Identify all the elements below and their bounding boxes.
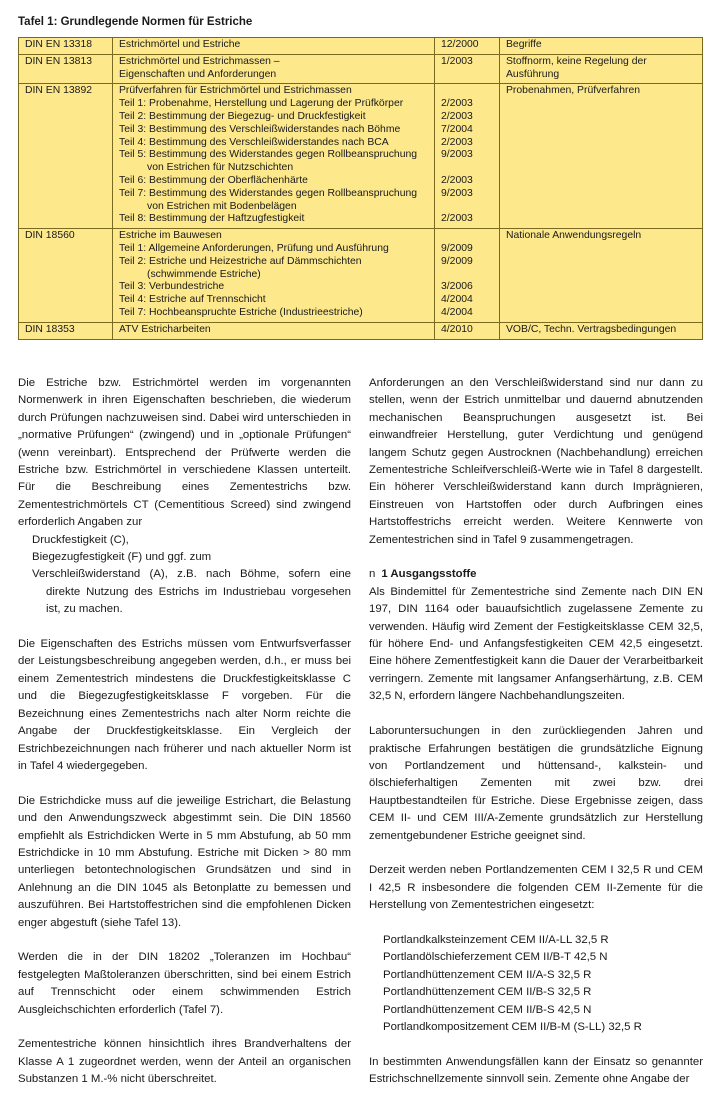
norm-cell: DIN 18353 <box>19 322 113 339</box>
title-line: Teil 3: Bestimmung des Verschleißwiderstandes nach Böhme <box>119 123 401 135</box>
list-item: Portlandhüttenzement CEM II/B-S 32,5 R <box>383 986 592 999</box>
cement-list <box>383 932 703 1036</box>
title-line: Teil 4: Estriche auf Trennschicht <box>119 294 266 306</box>
note-cell: Probenahmen, Prüfverfahren <box>500 84 703 229</box>
title-line: Teil 1: Probenahme, Herstellung und Lagerung der Prüfkörper <box>119 98 404 110</box>
title-cell <box>113 322 435 339</box>
section-marker: n <box>369 568 376 581</box>
date-cell <box>435 54 500 84</box>
table-row <box>19 54 703 84</box>
table-row <box>19 38 703 55</box>
left-column <box>18 375 351 1106</box>
title-line: Teil 3: Verbundestriche <box>119 281 225 293</box>
date-line: 3/2006 <box>441 281 473 293</box>
title-line: Teil 1: Allgemeine Anforderungen, Prüfung und Ausführung <box>119 242 389 254</box>
date-line: 2/2003 <box>441 110 473 122</box>
title-line: Teil 6: Bestimmung der Oberflächenhärte <box>119 174 308 186</box>
title-line: Teil 7: Bestimmung des Widerstandes gegen Rollbeanspruchung <box>119 187 418 199</box>
paragraph: Die Estrichdicke muss auf die jeweilige Estrichart, die Belastung und den Anwendungszweck abgestimmt sein. Die DIN 18560 empfiehlt als Estrichdicken Werte in 5 mm Abstufung, ab 50 mm Estrichdicke in 10 mm Abstufung. Estriche mit Dicken > 80 mm unterliegen betontechnologischen Grundsätzen und sind in Anlehnung an die DIN 1045 als Betonplatte zu bemessen und auszuführen. Bei Hartstoffestrichen sind die empfohlenen Dicken enger abgestuft (siehe Tafel 13). <box>18 794 351 929</box>
date-line <box>441 201 494 214</box>
table-row <box>19 229 703 323</box>
table-row <box>19 84 703 229</box>
norm-cell: DIN EN 13318 <box>19 38 113 55</box>
date-cell <box>435 84 500 229</box>
right-column <box>369 375 703 1089</box>
date-line: 2/2003 <box>441 136 473 148</box>
title-line: von Estrichen für Nutzschichten <box>147 162 294 174</box>
date-cell <box>435 38 500 55</box>
date-line: 9/2009 <box>441 255 473 267</box>
date-line: 9/2003 <box>441 149 473 161</box>
list-item: Biegezugfestigkeit (F) und ggf. zum <box>32 551 212 564</box>
date-line <box>441 230 494 243</box>
note-cell: Nationale Anwendungsregeln <box>500 229 703 323</box>
note-cell: VOB/C, Techn. Vertragsbedingungen <box>500 322 703 339</box>
section-heading <box>369 566 703 583</box>
paragraph: Die Estriche bzw. Estrichmörtel werden im vorgenannten Normenwerk in ihren Eigenschaften beschrieben, die wiederum durch Prüfungen nachzuweisen sind. Dabei wird unterschieden in „normative Prüfungen“ (zwingend) und in „optionale Prüfungen“ (wenn vereinbart). Entsprechend der Prüfwerte werden die Estriche bzw. Estrichmörtel in verschiedene Klassen unterteilt. Für die Beschreibung eines Zementestrichs bzw. Zementestrichmörtels CT (Cementitious Screed) sind zwingend erforderlich Angaben zur <box>18 377 351 529</box>
paragraph: Laboruntersuchungen in den zurückliegenden Jahren und praktische Erfahrungen bestätigen die grundsätzliche Eignung von Portlandzement und hüttensand-, kalkstein- und ölschieferhaltigen Zementen mit zwei bzw. drei Hauptbestandteilen für Estriche. Diese Ergebnisse zeigen, dass CEM II- und CEM III/A-Zemente grundsätzlich zur Herstellung zementgebundener Estriche geeignet sind. <box>369 725 703 842</box>
title-line: Teil 7: Hochbeanspruchte Estriche (Industrieestriche) <box>119 306 363 318</box>
title-line: Teil 8: Bestimmung der Haftzugfestigkeit <box>119 213 305 225</box>
date-line: 2/2003 <box>441 174 473 186</box>
date-line: 7/2004 <box>441 123 473 135</box>
paragraph: Anforderungen an den Verschleißwiderstand sind nur dann zu stellen, wenn der Estrich unmittelbar und dauernd abnutzenden mechanischen Beanspruchungen ausgesetzt ist. Bei einwandfreier Herstellung, guter Verdichtung und genügend langem Schutz gegen Austrocknen (Nachbehandlung) erreichen Zementestriche Schleifverschleiß-Werte wie in Tafel 8 dargestellt. Ein höherer Verschleißwiderstand kann durch Imprägnieren, Einstreuen von Hartstoffen oder durch Aufbringen eines Hartstoffestrichs erreicht werden. Weitere Kennwerte von Zementestrichen sind in Tafel 9 zusammengetragen. <box>369 377 703 546</box>
list-item: Portlandhüttenzement CEM II/B-S 42,5 N <box>383 1003 592 1016</box>
title-line: ATV Estricharbeiten <box>119 323 211 335</box>
paragraph: Werden die in der DIN 18202 „Toleranzen im Hochbau“ festgelegten Maßtoleranzen überschritten, sind bei einem Estrich auf Trennschicht oder einem schwimmenden Estrich Ausgleichschichten erforderlich (Tafel 7). <box>18 951 351 1016</box>
list-item: Portlandhüttenzement CEM II/A-S 32,5 R <box>383 968 592 981</box>
paragraph: Als Bindemittel für Zementestriche sind Zemente nach DIN EN 197, DIN 1164 oder bauaufsichtlich zugelassene Zemente zu verwenden. Häufig wird Zement der Festigkeitsklasse CEM 32,5, für höhere End- und Anfangsfestigkeiten CEM 42,5 eingesetzt. Eine höhere Zementfestigkeit kann die Dauer der Verarbeitbarkeit verringern. Zemente mit langsamer Anfangserhärtung, z.B. CEM 32,5 N, erfordern längere Nachbehandlungszeiten. <box>369 585 703 703</box>
title-line: Teil 4: Bestimmung des Verschleißwiderstandes nach BCA <box>119 136 389 148</box>
date-line: 1/2003 <box>441 55 473 67</box>
title-line: Teil 2: Estriche und Heizestriche auf Dämmschichten <box>119 255 362 267</box>
list-item: Verschleißwiderstand (A), z.B. nach Böhme, sofern eine direkte Nutzung des Estrichs im Industriebau vorgesehen ist, zu machen. <box>32 568 351 616</box>
title-line: Teil 5: Bestimmung des Widerstandes gegen Rollbeanspruchung <box>119 149 418 161</box>
date-line: 4/2004 <box>441 306 473 318</box>
paragraph: Die Eigenschaften des Estrichs müssen vom Entwurfsverfasser der Leistungsbeschreibung angegeben werden, d.h., er muss bei einem Zementestrich mindestens die Druckfestigkeitsklasse C und die Biegezugfestigkeitsklasse F vorgeben. Für die Bezeichnung eines Zementestrichs nach alter Norm reichte die Angabe der Druckfestigkeitsklasse. Ein Vergleich der Estrichbezeichnungen nach früherer und nach aktueller Norm ist in Tafel 4 wiedergegeben. <box>18 638 351 772</box>
date-line: 2/2003 <box>441 213 473 225</box>
note-cell: Stoffnorm, keine Regelung der Ausführung <box>500 54 703 84</box>
norm-cell: DIN 18560 <box>19 229 113 323</box>
norm-cell: DIN EN 13813 <box>19 54 113 84</box>
title-line: Estrichmörtel und Estriche <box>119 39 241 50</box>
date-line: 12/2000 <box>441 39 479 50</box>
list-item: Portlandkalksteinzement CEM II/A-LL 32,5 R <box>383 933 609 946</box>
title-line: Estriche im Bauwesen <box>119 230 222 242</box>
table-title: Tafel 1: Grundlegende Normen für Estriche <box>18 16 253 28</box>
title-line: Prüfverfahren für Estrichmörtel und Estrichmassen <box>119 85 352 97</box>
paragraph: In bestimmten Anwendungsfällen kann der Einsatz so genannter Estrichschnellzemente sinnvoll sein. Zemente ohne Angabe der <box>369 1055 703 1086</box>
date-line <box>441 85 494 98</box>
title-cell <box>113 38 435 55</box>
title-cell <box>113 84 435 229</box>
paragraph: Zementestriche können hinsichtlich ihres Brandverhaltens der Klasse A 1 zugeordnet werden, wenn der Anteil an organischen Substanzen 1 M.-% nicht überschreitet. <box>18 1038 351 1086</box>
title-line: Eigenschaften und Anforderungen <box>119 68 277 80</box>
norms-table <box>18 37 703 340</box>
title-line: Teil 2: Bestimmung der Biegezug- und Druckfestigkeit <box>119 110 366 122</box>
date-line: 4/2004 <box>441 294 473 306</box>
list-item: Portlandkompositzement CEM II/B-M (S-LL) 32,5 R <box>383 1020 642 1033</box>
date-line <box>441 162 494 175</box>
required-properties-list <box>32 532 351 619</box>
list-item: Druckfestigkeit (C), <box>32 533 129 546</box>
date-cell <box>435 229 500 323</box>
paragraph: Derzeit werden neben Portlandzementen CEM I 32,5 R und CEM I 42,5 R insbesondere die folgenden CEM II-Zemente für die Herstellung von Zementestrichen eingesetzt: <box>369 864 703 912</box>
title-cell <box>113 54 435 84</box>
title-cell <box>113 229 435 323</box>
date-line: 9/2009 <box>441 242 473 254</box>
date-line: 2/2003 <box>441 98 473 110</box>
table-row <box>19 322 703 339</box>
title-line: von Estrichen mit Bodenbelägen <box>147 200 297 212</box>
section-title: 1 Ausgangsstoffe <box>381 568 477 581</box>
list-item: Portlandölschieferzement CEM II/B-T 42,5 N <box>383 951 608 964</box>
date-line <box>441 69 494 82</box>
date-line: 4/2010 <box>441 323 473 335</box>
norm-cell: DIN EN 13892 <box>19 84 113 229</box>
date-line: 9/2003 <box>441 187 473 199</box>
title-line: Estrichmörtel und Estrichmassen – <box>119 55 280 67</box>
note-cell: Begriffe <box>500 38 703 55</box>
date-cell <box>435 322 500 339</box>
date-line <box>441 269 494 282</box>
title-line: (schwimmende Estriche) <box>147 268 261 280</box>
